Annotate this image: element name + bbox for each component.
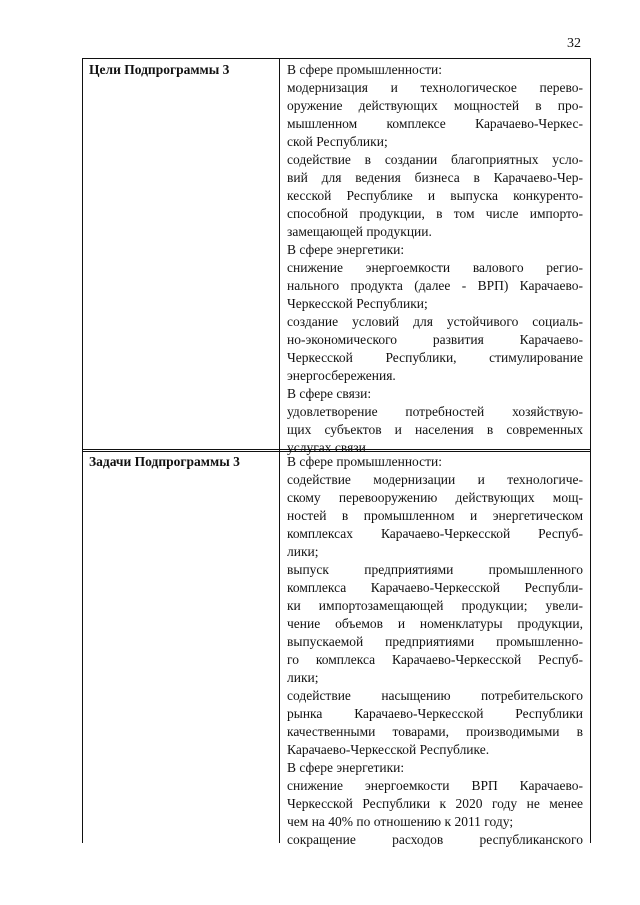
text-line: рынка Карачаево-Черкесской Республики	[287, 706, 583, 721]
text-line: содействие насыщению потребительского	[287, 688, 583, 703]
text-line: Карачаево-Черкесской Республике.	[287, 742, 490, 757]
tasks-text	[287, 453, 583, 849]
text-line: снижение энергоемкости ВРП Карачаево-	[287, 778, 583, 793]
text-line: Черкесской Республики к 2020 году не менее	[287, 796, 583, 811]
text-line: чем на 40% по отношению к 2011 году;	[287, 814, 514, 829]
text-line: щих субъектов и населения в современных	[287, 422, 583, 437]
text-line: го комплекса Карачаево-Черкесской Респуб-	[287, 652, 583, 667]
text-line: В сфере промышленности:	[287, 454, 442, 469]
text-line: услугах связи	[287, 440, 366, 455]
text-line: комплекса Карачаево-Черкесской Республи-	[287, 580, 583, 595]
text-line: снижение энергоемкости валового регио-	[287, 260, 583, 275]
text-line: В сфере связи:	[287, 386, 372, 401]
text-line: содействие модернизации и технологиче-	[287, 472, 583, 487]
text-line: Черкесской Республики, стимулирование	[287, 350, 583, 365]
text-line: качественными товарами, производимыми в	[287, 724, 583, 739]
goals-text	[287, 61, 583, 457]
text-line: замещающей продукции.	[287, 224, 432, 239]
text-line: кесской Республике и выпуска конкуренто-	[287, 188, 583, 203]
text-line: ностей в промышленном и энергетическом	[287, 508, 583, 523]
text-line: выпускаемой предприятиями промышленно-	[287, 634, 583, 649]
text-line: удовлетворение потребностей хозяйствую-	[287, 404, 583, 419]
text-line: сокращение расходов республиканского	[287, 832, 583, 847]
text-line: энергосбережения.	[287, 368, 396, 383]
text-line: чение объемов и номенклатуры продукции,	[287, 616, 583, 631]
text-line: скому перевооружению действующих мощ-	[287, 490, 583, 505]
text-line: мышленном комплексе Карачаево-Черкес-	[287, 116, 583, 131]
text-line: лики;	[287, 544, 319, 559]
text-line: В сфере промышленности:	[287, 62, 442, 77]
text-line: В сфере энергетики:	[287, 760, 405, 775]
subprogram-table	[82, 58, 591, 847]
text-line: нального продукта (далее - ВРП) Карачаево-	[287, 278, 583, 293]
page-number: 32	[567, 36, 581, 51]
text-line: лики;	[287, 670, 319, 685]
text-line: содействие в создании благоприятных усло-	[287, 152, 583, 167]
text-line: модернизация и технологическое перево-	[287, 80, 583, 95]
text-line: ки импортозамещающей продукции; увели-	[287, 598, 583, 613]
tasks-label: Задачи Подпрограммы 3	[89, 454, 240, 469]
text-line: способной продукции, в том числе импорто-	[287, 206, 583, 221]
text-line: вий для ведения бизнеса в Карачаево-Чер-	[287, 170, 583, 185]
goals-label: Цели Подпрограммы 3	[89, 62, 230, 77]
text-line: ской Республики;	[287, 134, 388, 149]
text-line: комплексах Карачаево-Черкесской Респуб-	[287, 526, 583, 541]
text-line: В сфере энергетики:	[287, 242, 405, 257]
text-line: выпуск предприятиями промышленного	[287, 562, 583, 577]
text-line: создание условий для устойчивого социаль-	[287, 314, 583, 329]
text-line: но-экономического развития Карачаево-	[287, 332, 583, 347]
text-line: оружение действующих мощностей в про-	[287, 98, 583, 113]
text-line: Черкесской Республики;	[287, 296, 428, 311]
